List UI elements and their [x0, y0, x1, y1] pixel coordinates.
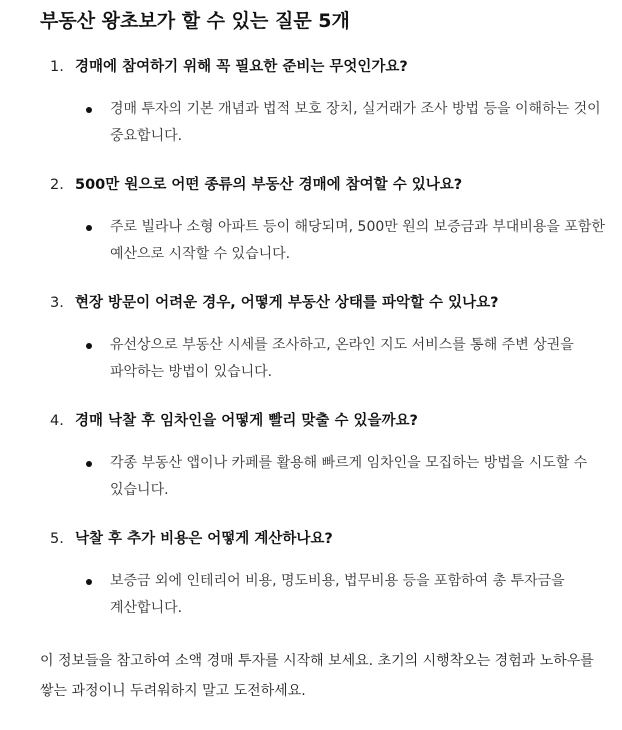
question-item-5 [40, 528, 608, 622]
bullet-icon [86, 225, 92, 231]
page-title: 부동산 왕초보가 할 수 있는 질문 5개 [40, 10, 350, 32]
question-text: 현장 방문이 어려운 경우, 어떻게 부동산 상태를 파악할 수 있나요? [75, 295, 499, 311]
question-heading [40, 528, 608, 550]
answer-text: 유선상으로 부동산 시세를 조사하고, 온라인 지도 서비스를 통해 주변 상권을 파악하는 방법이 있습니다. [110, 337, 574, 380]
question-number: 2. [50, 177, 64, 193]
answer-bullet [40, 96, 608, 150]
answer-text: 보증금 외에 인테리어 비용, 명도비용, 법무비용 등을 포함하여 총 투자금을 계산합니다. [110, 573, 565, 616]
question-heading [40, 56, 608, 78]
question-number: 3. [50, 295, 64, 311]
closing-paragraph: 이 정보들을 참고하여 소액 경매 투자를 시작해 보세요. 초기의 시행착오는 경험과 노하우를 쌓는 과정이니 두려워하지 말고 도전하세요. [40, 653, 594, 699]
answer-text: 경매 투자의 기본 개념과 법적 보호 장치, 실거래가 조사 방법 등을 이해하는 것이 중요합니다. [110, 101, 601, 144]
answer-bullet [40, 214, 608, 268]
question-heading [40, 410, 608, 432]
bullet-icon [86, 343, 92, 349]
question-text: 낙찰 후 추가 비용은 어떻게 계산하나요? [75, 531, 333, 547]
question-text: 경매 낙찰 후 임차인을 어떻게 빨리 맞출 수 있을까요? [75, 413, 418, 429]
question-heading [40, 174, 608, 196]
answer-bullet [40, 568, 608, 622]
answer-bullet [40, 332, 608, 386]
question-number: 1. [50, 59, 64, 75]
question-text: 500만 원으로 어떤 종류의 부동산 경매에 참여할 수 있나요? [75, 177, 463, 193]
question-number: 5. [50, 531, 64, 547]
question-text: 경매에 참여하기 위해 꼭 필요한 준비는 무엇인가요? [75, 59, 408, 75]
question-list [40, 56, 608, 622]
question-item-1 [40, 56, 608, 150]
bullet-icon [86, 579, 92, 585]
question-heading [40, 292, 608, 314]
bullet-icon [86, 461, 92, 467]
question-item-2 [40, 174, 608, 268]
question-number: 4. [50, 413, 64, 429]
answer-text: 주로 빌라나 소형 아파트 등이 해당되며, 500만 원의 보증금과 부대비용을 포함한 예산으로 시작할 수 있습니다. [110, 219, 605, 262]
question-item-3 [40, 292, 608, 386]
answer-text: 각종 부동산 앱이나 카페를 활용해 빠르게 임차인을 모집하는 방법을 시도할 수 있습니다. [110, 455, 588, 498]
bullet-icon [86, 107, 92, 113]
answer-bullet [40, 450, 608, 504]
question-item-4 [40, 410, 608, 504]
